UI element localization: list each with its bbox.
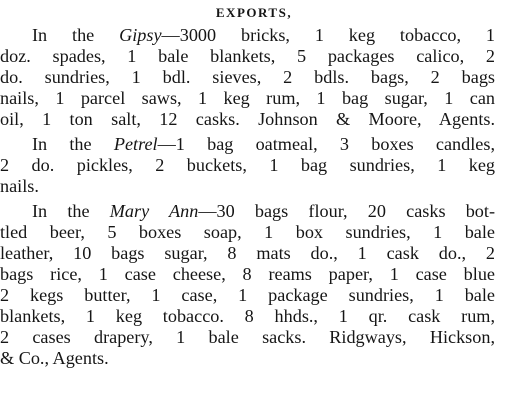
entry-gipsy-line-1 <box>32 25 495 45</box>
entry-mary-ann-line-5: 2 kegs butter, 1 case, 1 package sundries, 1 bale <box>0 285 495 305</box>
ship-name-petrel: Petrel <box>113 134 158 154</box>
entry-text: —1 bag oatmeal, 3 boxes candles, <box>157 134 495 154</box>
entry-gipsy-line-5: oil, 1 ton salt, 12 casks. Johnson & Moore, Agents. <box>0 109 495 129</box>
entry-gipsy-line-2: doz. spades, 1 bale blankets, 5 packages calico, 2 <box>0 46 495 66</box>
ship-name-mary-ann: Mary Ann <box>109 201 199 221</box>
entry-petrel-line-1 <box>32 134 495 154</box>
entry-text: —3000 bricks, 1 keg tobacco, 1 <box>161 25 495 45</box>
entry-prefix: In the <box>32 134 114 154</box>
ship-name-gipsy: Gipsy <box>119 25 162 45</box>
entry-gipsy-line-4: nails, 1 parcel saws, 1 keg rum, 1 bag sugar, 1 can <box>0 88 495 108</box>
entry-mary-ann-line-4: bags rice, 1 case cheese, 8 reams paper, 1 case blue <box>0 264 495 284</box>
entry-mary-ann-line-1 <box>32 201 495 221</box>
entry-gipsy-line-3: do. sundries, 1 bdl. sieves, 2 bdls. bags, 2 bags <box>0 67 495 87</box>
entry-mary-ann-line-3: leather, 10 bags sugar, 8 mats do., 1 cask do., 2 <box>0 243 495 263</box>
entry-mary-ann-line-7: 2 cases drapery, 1 bale sacks. Ridgways, Hickson, <box>0 327 495 347</box>
entry-prefix: In the <box>32 201 110 221</box>
entry-mary-ann-line-8: & Co., Agents. <box>0 348 109 368</box>
entry-mary-ann-line-2: tled beer, 5 boxes soap, 1 box sundries, 1 bale <box>0 222 495 242</box>
entry-mary-ann-line-6: blankets, 1 keg tobacco. 8 hhds., 1 qr. cask rum, <box>0 306 495 326</box>
entry-petrel-line-3: nails. <box>0 176 39 196</box>
entry-prefix: In the <box>32 25 120 45</box>
entry-text: —30 bags flour, 20 casks bot- <box>198 201 496 221</box>
exports-heading: EXPORTS, <box>215 5 293 20</box>
entry-petrel-line-2: 2 do. pickles, 2 buckets, 1 bag sundries, 1 keg <box>0 155 495 175</box>
